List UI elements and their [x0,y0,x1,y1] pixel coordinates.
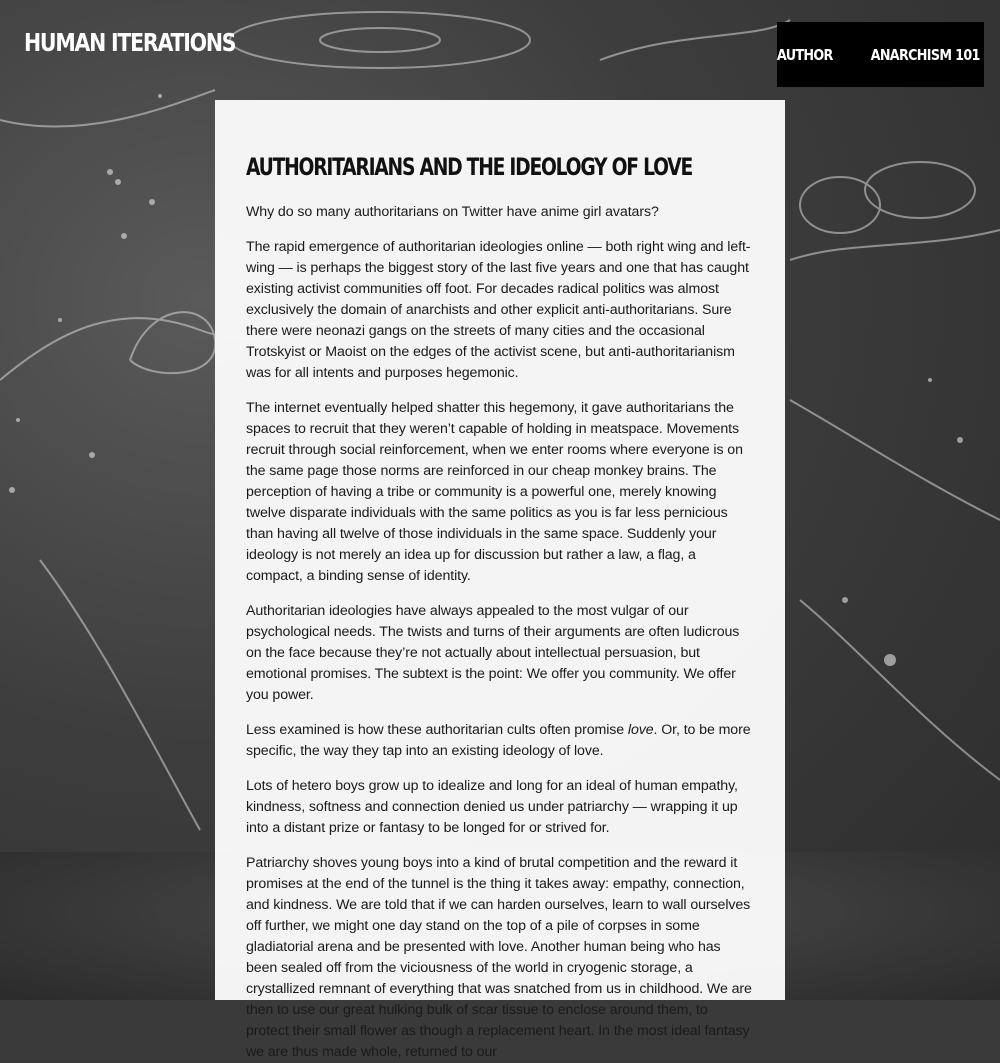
article-paragraph: Lots of hetero boys grow up to idealize and long for an ideal of human empathy, kindness, softness and connection denied us under patriarchy — wrapping it up into a distant prize or fantasy to be longed for or strived for. [246,778,738,836]
article-paragraph: The rapid emergence of authoritarian ideologies online — both right wing and left-wing — is perhaps the biggest story of the last five years and one that has caught existing activist communities off foot. For decades radical politics was almost exclusively the domain of anarchists and other explicit anti-authoritarians. Sure there were neonazi gangs on the streets of many cities and the occasional Trotskyist or Maoist on the edges of the activist scene, but anti-authoritarianism was for all intents and purposes hegemonic. [246,239,751,381]
article-paragraph: Why do so many authoritarians on Twitter have anime girl avatars? [246,204,659,220]
site-title[interactable]: HUMAN ITERATIONS [24,28,236,57]
article-title: AUTHORITARIANS AND THE IDEOLOGY OF LOVE [246,153,693,181]
paragraph-text: Less examined is how these authoritarian cults often promise [246,722,628,738]
nav-link-anarchism-101[interactable]: ANARCHISM 101 [870,45,980,64]
main-nav [777,22,984,87]
emphasis-text: love [627,722,654,738]
nav-link-author[interactable]: AUTHOR [776,45,833,64]
article-paragraph [246,720,754,762]
article-paragraph: Authoritarian ideologies have always appealed to the most vulgar of our psychological needs. The twists and turns of their arguments are often ludicrous on the face because they’re not actually about intellectual persuasion, but emotional promises. The subtext is the point: We offer you community. We offer you power. [246,603,740,703]
article-paragraph: The internet eventually helped shatter this hegemony, it gave authoritarians the spaces to recruit that they weren’t capable of holding in meatspace. Movements recruit through social reinforcement, when we enter rooms where everyone is on the same page those norms are reinforced in our cheap monkey brains. The perception of having a tribe or community is a powerful one, merely knowing twelve disparate individuals with the same politics as you is far less pernicious than having all twelve of those individuals in the same space. Suddenly your ideology is not merely an idea up for discussion but rather a law, a flag, a compact, a binding sense of identity. [246,400,743,584]
article-paragraph: Patriarchy shoves young boys into a kind of brutal competition and the reward it promises at the end of the tunnel is the thing it takes away: empathy, connection, and kindness. We are told that if we can harden ourselves, learn to wall ourselves off further, we might one day stand on the top of a pile of corpses in some gladiatorial arena and be presented with love. Another human being who has been sealed off from the viciousness of the world in cryogenic storage, a crystallized remnant of everything that was snatched from us in childhood. We are then to use our great hulking bulk of scar tissue to enclose around them, to protect their small flower as though a replacement heart. In the most ideal fantasy we are thus made whole, returned to our [246,855,752,1060]
article-card [215,100,785,1060]
paragraph-text: . Or, to be more specific, the way they tap into an existing ideology of love. [246,722,751,759]
